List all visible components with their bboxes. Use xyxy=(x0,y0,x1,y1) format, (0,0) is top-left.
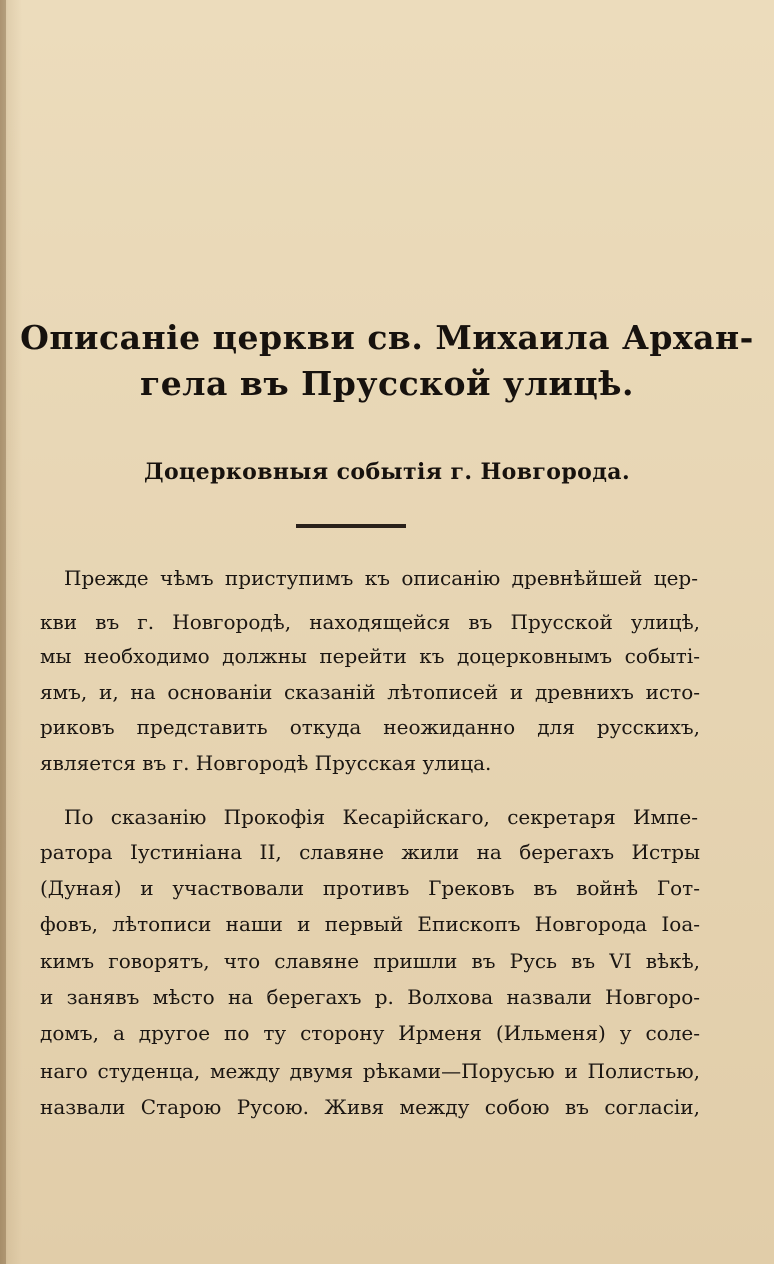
paragraph-2-line: По сказанію Прокофія Кесарійскаго, секретаря Импе- xyxy=(64,805,698,829)
paragraph-1-line: кви въ г. Новгородѣ, находящейся въ Прусской улицѣ, xyxy=(40,610,700,634)
paragraph-1-line: ямъ, и, на основаніи сказаній лѣтописей и древнихъ исто- xyxy=(40,680,700,704)
paragraph-2-line: фовъ, лѣтописи наши и первый Епископъ Новгорода Іоа- xyxy=(40,912,700,936)
paragraph-1-line: является въ г. Новгородѣ Прусская улица. xyxy=(40,751,492,775)
paragraph-2-line: (Дуная) и участвовали противъ Грековъ въ войнѣ Гот- xyxy=(40,876,700,900)
paragraph-2-line: кимъ говорятъ, что славяне пришли въ Русь въ VI вѣкѣ, xyxy=(40,949,700,973)
section-divider xyxy=(296,524,406,528)
paragraph-2-line: домъ, а другое по ту сторону Ирменя (Ильменя) у соле- xyxy=(40,1021,700,1045)
section-subtitle: Доцерковныя событія г. Новгорода. xyxy=(143,459,631,485)
page-binding-edge xyxy=(0,0,6,1264)
paragraph-2-line: ратора Іустиніана II, славяне жили на берегахъ Истры xyxy=(40,840,700,864)
paragraph-1-line: Прежде чѣмъ приступимъ къ описанію древнѣйшей цер- xyxy=(64,566,698,590)
chapter-title-line-2: гела въ Прусской улицѣ. xyxy=(140,364,634,403)
paragraph-1-line: риковъ представить откуда неожиданно для русскихъ, xyxy=(40,715,700,739)
paragraph-2-line: наго студенца, между двумя рѣками—Порусью и Полистью, xyxy=(40,1059,700,1083)
paragraph-2-line: и занявъ мѣсто на берегахъ р. Волхова назвали Новгоро- xyxy=(40,985,700,1009)
chapter-title-line-1: Описаніе церкви св. Михаила Архан- xyxy=(20,318,754,357)
paragraph-1-line: мы необходимо должны перейти къ доцерковнымъ событі- xyxy=(40,644,700,668)
paragraph-2-line: назвали Старою Русою. Живя между собою въ согласіи, xyxy=(40,1095,700,1119)
